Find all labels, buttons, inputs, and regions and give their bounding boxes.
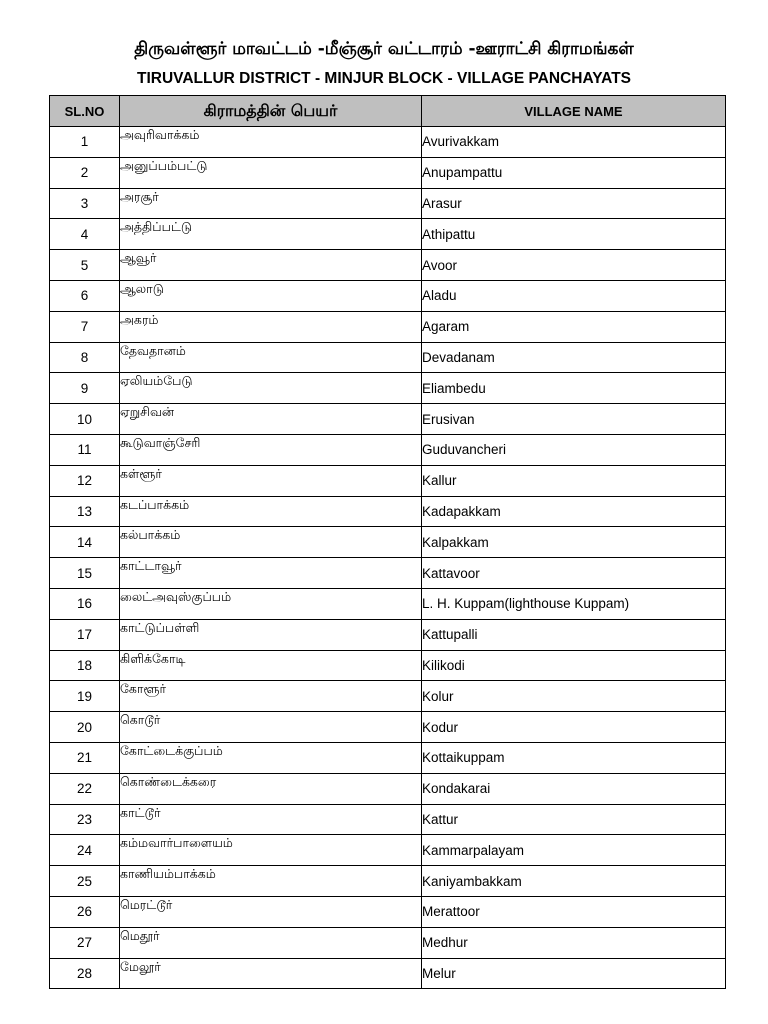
cell-village-name: L. H. Kuppam(lighthouse Kuppam): [422, 588, 726, 619]
cell-village-name: Kaniyambakkam: [422, 866, 726, 897]
cell-village-name: Avurivakkam: [422, 127, 726, 158]
cell-tamil-name: காட்டாவூர்: [120, 558, 422, 589]
table-row: [50, 434, 726, 465]
cell-village-name: Melur: [422, 958, 726, 989]
cell-tamil-name: ஏலியம்பேடு: [120, 373, 422, 404]
cell-sl-no: 3: [50, 188, 120, 219]
cell-sl-no: 26: [50, 896, 120, 927]
table-row: [50, 527, 726, 558]
cell-sl-no: 13: [50, 496, 120, 527]
cell-sl-no: 4: [50, 219, 120, 250]
cell-village-name: Eliambedu: [422, 373, 726, 404]
cell-sl-no: 7: [50, 311, 120, 342]
cell-village-name: Avoor: [422, 250, 726, 281]
table-header-row: [50, 96, 726, 127]
cell-tamil-name: காணியம்பாக்கம்: [120, 866, 422, 897]
table-row: [50, 588, 726, 619]
table-row: [50, 373, 726, 404]
table-row: [50, 219, 726, 250]
cell-sl-no: 22: [50, 773, 120, 804]
cell-tamil-name: அவுரிவாக்கம்: [120, 127, 422, 158]
table-row: [50, 927, 726, 958]
table-row: [50, 342, 726, 373]
cell-village-name: Kadapakkam: [422, 496, 726, 527]
cell-sl-no: 11: [50, 434, 120, 465]
cell-sl-no: 27: [50, 927, 120, 958]
table-row: [50, 650, 726, 681]
cell-tamil-name: கொண்டைக்கரை: [120, 773, 422, 804]
document-title-tamil: திருவள்ளூர் மாவட்டம் -மீஞ்சூர் வட்டாரம் -ஊராட்சி கிராமங்கள்: [134, 39, 634, 59]
cell-sl-no: 20: [50, 712, 120, 743]
cell-tamil-name: கடப்பாக்கம்: [120, 496, 422, 527]
cell-sl-no: 17: [50, 619, 120, 650]
cell-village-name: Athipattu: [422, 219, 726, 250]
cell-tamil-name: மெரட்டூர்: [120, 896, 422, 927]
table-row: [50, 496, 726, 527]
cell-village-name: Kondakarai: [422, 773, 726, 804]
table-row: [50, 712, 726, 743]
cell-tamil-name: மெதூர்: [120, 927, 422, 958]
cell-tamil-name: கல்பாக்கம்: [120, 527, 422, 558]
table-row: [50, 404, 726, 435]
cell-village-name: Kattur: [422, 804, 726, 835]
cell-sl-no: 9: [50, 373, 120, 404]
cell-sl-no: 16: [50, 588, 120, 619]
cell-sl-no: 14: [50, 527, 120, 558]
cell-tamil-name: காட்டூர்: [120, 804, 422, 835]
table-row: [50, 188, 726, 219]
cell-tamil-name: கூடுவாஞ்சேரி: [120, 434, 422, 465]
table-row: [50, 804, 726, 835]
table-row: [50, 157, 726, 188]
cell-village-name: Kalpakkam: [422, 527, 726, 558]
cell-sl-no: 5: [50, 250, 120, 281]
cell-sl-no: 8: [50, 342, 120, 373]
table-row: [50, 311, 726, 342]
cell-village-name: Kilikodi: [422, 650, 726, 681]
table-row: [50, 742, 726, 773]
cell-tamil-name: அனுப்பம்பட்டு: [120, 157, 422, 188]
table-row: [50, 280, 726, 311]
cell-tamil-name: கோட்டைக்குப்பம்: [120, 742, 422, 773]
cell-tamil-name: அரசூர்: [120, 188, 422, 219]
cell-sl-no: 28: [50, 958, 120, 989]
cell-tamil-name: ஆவூர்: [120, 250, 422, 281]
cell-tamil-name: மேலூர்: [120, 958, 422, 989]
table-row: [50, 619, 726, 650]
cell-village-name: Aladu: [422, 280, 726, 311]
header-village-name: VILLAGE NAME: [422, 96, 726, 127]
cell-village-name: Kammarpalayam: [422, 835, 726, 866]
cell-sl-no: 12: [50, 465, 120, 496]
table-row: [50, 835, 726, 866]
cell-sl-no: 1: [50, 127, 120, 158]
table-row: [50, 681, 726, 712]
cell-tamil-name: காட்டுப்பள்ளி: [120, 619, 422, 650]
cell-sl-no: 10: [50, 404, 120, 435]
cell-sl-no: 24: [50, 835, 120, 866]
cell-sl-no: 25: [50, 866, 120, 897]
table-row: [50, 773, 726, 804]
cell-sl-no: 19: [50, 681, 120, 712]
document-title-english: TIRUVALLUR DISTRICT - MINJUR BLOCK - VILLAGE PANCHAYATS: [137, 70, 631, 87]
cell-village-name: Arasur: [422, 188, 726, 219]
header-sl-no: SL.NO: [50, 96, 120, 127]
cell-tamil-name: கள்ளூர்: [120, 465, 422, 496]
cell-sl-no: 2: [50, 157, 120, 188]
table-row: [50, 558, 726, 589]
table-body: [50, 127, 726, 989]
cell-tamil-name: ஆலாடு: [120, 280, 422, 311]
cell-tamil-name: கொடூர்: [120, 712, 422, 743]
cell-village-name: Kolur: [422, 681, 726, 712]
table-row: [50, 958, 726, 989]
header-tamil-name: கிராமத்தின் பெயர்: [120, 96, 422, 127]
cell-village-name: Merattoor: [422, 896, 726, 927]
table-row: [50, 866, 726, 897]
cell-tamil-name: லைட்அவுஸ்குப்பம்: [120, 588, 422, 619]
cell-tamil-name: கிளிக்கோடி: [120, 650, 422, 681]
cell-sl-no: 23: [50, 804, 120, 835]
table-row: [50, 250, 726, 281]
table-row: [50, 896, 726, 927]
cell-sl-no: 21: [50, 742, 120, 773]
cell-tamil-name: கோளூர்: [120, 681, 422, 712]
cell-village-name: Kottaikuppam: [422, 742, 726, 773]
table-row: [50, 127, 726, 158]
cell-village-name: Devadanam: [422, 342, 726, 373]
cell-sl-no: 15: [50, 558, 120, 589]
cell-village-name: Guduvancheri: [422, 434, 726, 465]
cell-village-name: Kattavoor: [422, 558, 726, 589]
table-row: [50, 465, 726, 496]
cell-village-name: Kodur: [422, 712, 726, 743]
cell-village-name: Anupampattu: [422, 157, 726, 188]
cell-village-name: Agaram: [422, 311, 726, 342]
village-table: [49, 95, 726, 989]
cell-tamil-name: அத்திப்பட்டு: [120, 219, 422, 250]
cell-village-name: Kallur: [422, 465, 726, 496]
cell-tamil-name: ஏறுசிவன்: [120, 404, 422, 435]
cell-sl-no: 18: [50, 650, 120, 681]
cell-tamil-name: அகரம்: [120, 311, 422, 342]
cell-sl-no: 6: [50, 280, 120, 311]
cell-tamil-name: கம்மவார்பாளையம்: [120, 835, 422, 866]
cell-village-name: Medhur: [422, 927, 726, 958]
cell-village-name: Kattupalli: [422, 619, 726, 650]
cell-tamil-name: தேவதானம்: [120, 342, 422, 373]
cell-village-name: Erusivan: [422, 404, 726, 435]
